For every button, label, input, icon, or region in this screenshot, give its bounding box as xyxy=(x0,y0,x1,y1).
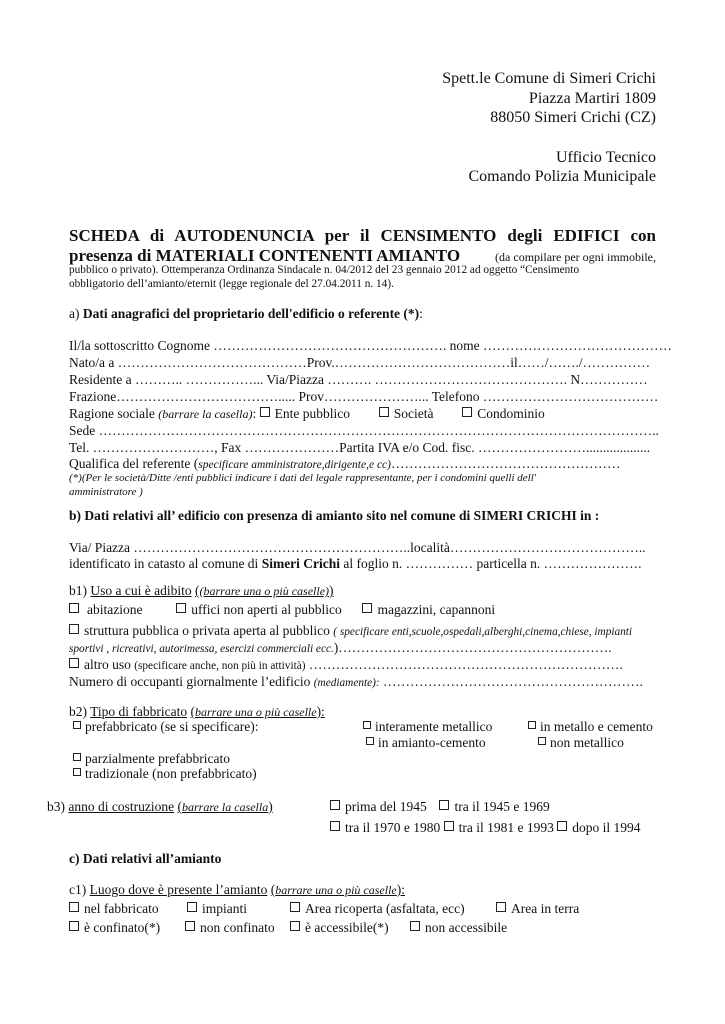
qualifica-note: specificare amministratore,dirigente,e cc) xyxy=(198,459,391,471)
label-area-terra: Area in terra xyxy=(511,901,580,916)
field-nascita[interactable]: Nato/a a ……………………………………Prov.…………………………………il……/……./…………… xyxy=(69,355,651,370)
label-prima-1945: prima del 1945 xyxy=(345,799,427,814)
label-abitazione: abitazione xyxy=(87,602,143,617)
checkbox-1981-1993[interactable] xyxy=(444,821,454,831)
qualifica-label: Qualifica del referente ( xyxy=(69,456,199,471)
section-a-heading xyxy=(69,306,423,322)
form-title-line1: SCHEDA di AUTODENUNCIA per il CENSIMENTO degli EDIFICI con xyxy=(69,226,656,245)
section-a-title: Dati anagrafici del proprietario dell'edificio o referente (*) xyxy=(82,306,420,321)
occupanti-dots: …………………………………………………. xyxy=(383,674,643,689)
field-occupanti[interactable] xyxy=(69,674,643,690)
b2-note: barrare una o più caselle xyxy=(195,705,317,719)
b3-row2 xyxy=(330,820,640,836)
b1-heading: b1) Uso a cui è adibito ((barrare una o più caselle)) xyxy=(69,583,334,598)
checkbox-abitazione[interactable] xyxy=(69,603,79,613)
checkbox-prefabbricato[interactable] xyxy=(73,721,81,729)
b1-options-row3 xyxy=(69,657,623,673)
checkbox-non-accessibile[interactable] xyxy=(410,921,420,931)
field-catasto[interactable] xyxy=(69,556,642,572)
office-polizia: Comando Polizia Municipale xyxy=(468,168,656,185)
label-amianto-cemento: in amianto-cemento xyxy=(378,735,486,750)
c1-prefix: c1) xyxy=(69,882,87,897)
label-impianti: impianti xyxy=(202,901,247,916)
label-altro-uso: altro uso xyxy=(84,657,131,672)
c1-note: barrare una o più caselle xyxy=(275,883,397,897)
checkbox-prima-1945[interactable] xyxy=(330,800,340,810)
label-condominio: Condominio xyxy=(477,406,545,421)
note-legale-2: amministratore ) xyxy=(69,486,143,498)
section-a-prefix: a) xyxy=(69,306,80,321)
b2-heading: b2) Tipo di fabbricato (barrare una o più caselle): xyxy=(69,704,325,719)
b3-label: anno di costruzione xyxy=(68,799,175,814)
recipient-city: 88050 Simeri Crichi (CZ) xyxy=(490,109,656,126)
section-a-colon: : xyxy=(419,306,423,321)
b2-label: Tipo di fabbricato xyxy=(90,704,188,719)
label-ente-pubblico: Ente pubblico xyxy=(274,406,350,421)
checkbox-area-terra[interactable] xyxy=(496,902,506,912)
recipient: Spett.le Comune di Simeri Crichi xyxy=(442,70,656,87)
b3-note: barrare la casella xyxy=(181,800,269,814)
label-interamente-metallico: interamente metallico xyxy=(375,719,493,734)
c1-opt-impianti xyxy=(187,901,247,917)
checkbox-dopo-1994[interactable] xyxy=(557,821,567,831)
checkbox-struttura-pubblica[interactable] xyxy=(69,624,79,634)
c1-opt-confinato xyxy=(69,920,160,936)
ordinance-text: pubblico o privato). Ottemperanza Ordinanza Sindacale n. 04/2012 del 23 gennaio 2012 ad oggetto “Censimento xyxy=(69,264,580,276)
field-tel-fax-piva[interactable]: Tel. ………………………, Fax …………………Partita IVA e/o Cod. fisc. ……………………................... xyxy=(69,440,651,455)
label-metallo-cemento: in metallo e cemento xyxy=(540,719,653,734)
b1-label: Uso a cui è adibito xyxy=(90,583,192,598)
ragione-sociale-note: (barrare la casella) xyxy=(158,407,253,421)
checkbox-accessibile[interactable] xyxy=(290,921,300,931)
catasto-comune: Simeri Crichi xyxy=(261,556,341,571)
section-c-heading: c) Dati relativi all’amianto xyxy=(69,851,222,866)
b3-prefix: b3) xyxy=(47,799,65,814)
checkbox-impianti[interactable] xyxy=(187,902,197,912)
label-confinato: è confinato(*) xyxy=(84,920,161,935)
b2-amianto-cemento xyxy=(366,735,486,751)
b2-non-metallico xyxy=(538,735,624,751)
label-magazzini: magazzini, capannoni xyxy=(377,602,496,617)
qualifica-dots: …………………………………………… xyxy=(390,456,621,471)
checkbox-nel-fabbricato[interactable] xyxy=(69,902,79,912)
label-uffici: uffici non aperti al pubblico xyxy=(191,602,342,617)
checkbox-interamente-metallico[interactable] xyxy=(363,721,371,729)
label-area-ricoperta: Area ricoperta (asfaltata, ecc) xyxy=(305,901,465,916)
checkbox-non-confinato[interactable] xyxy=(185,921,195,931)
b2-prefabbricato xyxy=(73,719,259,735)
label-1970-1980: tra il 1970 e 1980 xyxy=(345,820,441,835)
checkbox-amianto-cemento[interactable] xyxy=(366,737,374,745)
b1-struttura-continuation[interactable] xyxy=(69,640,612,656)
label-dopo-1994: dopo il 1994 xyxy=(572,820,641,835)
catasto-pre: identificato in catasto al comune di xyxy=(69,556,262,571)
c1-label: Luogo dove è presente l’amianto xyxy=(89,882,268,897)
b1-options-row2 xyxy=(69,623,632,639)
label-struttura-pubblica: struttura pubblica o privata aperta al pubblico xyxy=(84,623,330,638)
catasto-post: al foglio n. …………… particella n. …………………. xyxy=(340,556,642,571)
c1-opt-accessibile xyxy=(290,920,389,936)
label-non-confinato: non confinato xyxy=(200,920,275,935)
c1-opt-area-terra xyxy=(496,901,579,917)
b1-note: (barrare una o più caselle) xyxy=(199,584,330,598)
label-non-accessibile: non accessibile xyxy=(425,920,508,935)
field-cognome-nome[interactable]: Il/la sottoscritto Cognome ……………………………………………. nome …………………………………… xyxy=(69,338,672,353)
c1-opt-non-accessibile xyxy=(410,920,507,936)
label-1981-1993: tra il 1981 e 1993 xyxy=(458,820,554,835)
ragione-sociale-row xyxy=(69,406,545,422)
checkbox-metallo-cemento[interactable] xyxy=(528,721,536,729)
occupanti-note: (mediamente): xyxy=(313,677,380,689)
field-sede[interactable]: Sede …………………………………………………………………………………………………………….. xyxy=(69,423,659,438)
label-nel-fabbricato: nel fabbricato xyxy=(84,901,159,916)
label-tradizionale: tradizionale (non prefabbricato) xyxy=(85,766,257,781)
checkbox-confinato[interactable] xyxy=(69,921,79,931)
label-societa: Società xyxy=(393,406,434,421)
checkbox-societa[interactable] xyxy=(379,407,389,417)
form-title-note: (da compilare per ogni immobile, xyxy=(495,250,656,264)
ordinance-text-2: obbligatorio dell’amianto/eternit (legge regionale del 27.04.2011 n. 14). xyxy=(69,278,394,290)
form-title-main: presenza di MATERIALI CONTENENTI AMIANTO xyxy=(69,246,461,265)
checkbox-altro-uso[interactable] xyxy=(69,658,79,668)
label-parzialmente-prefabbricato: parzialmente prefabbricato xyxy=(85,751,231,766)
form-title-line2 xyxy=(69,246,656,266)
checkbox-non-metallico[interactable] xyxy=(538,737,546,745)
struttura-note-2: sportivi , ricreativi, autorimessa, esercizi commerciali ecc. xyxy=(69,643,334,655)
b2-prefix: b2) xyxy=(69,704,87,719)
checkbox-tradizionale[interactable] xyxy=(73,768,81,776)
b1-prefix: b1) xyxy=(69,583,87,598)
altro-uso-dots[interactable]: ……………………………………………………………. xyxy=(308,657,623,672)
occupanti-label: Numero di occupanti giornalmente l’edificio xyxy=(69,674,311,689)
c1-opt-fabbricato xyxy=(69,901,159,917)
checkbox-parzialmente-prefabbricato[interactable] xyxy=(73,753,81,761)
field-frazione[interactable]: Frazione………………………………..... Prov…………………... Telefono ………………………………… xyxy=(69,389,659,404)
c1-opt-area-ricoperta xyxy=(290,901,465,917)
struttura-dots: )……………………………………………………. xyxy=(333,640,612,655)
checkbox-1970-1980[interactable] xyxy=(330,821,340,831)
label-non-metallico: non metallico xyxy=(550,735,624,750)
altro-uso-note: (specificare anche, non più in attività) xyxy=(134,660,306,672)
note-legale: (*)(Per le società/Ditte /enti pubblici indicare i dati del legale rappresentante, per i condomini quelli dell' xyxy=(69,472,537,484)
label-accessibile: è accessibile(*) xyxy=(305,920,389,935)
b2-tradizionale xyxy=(73,766,257,782)
b3-heading: b3) anno di costruzione (barrare la casella) xyxy=(47,799,273,814)
b1-options-row1 xyxy=(69,602,495,618)
field-residenza[interactable]: Residente a ……….. ……………... Via/Piazza ………. ……………………………………. N…………… xyxy=(69,372,648,387)
ragione-sociale-label: Ragione sociale xyxy=(69,406,155,421)
b3-row1 xyxy=(330,799,550,815)
field-qualifica[interactable] xyxy=(69,456,620,472)
c1-heading: c1) Luogo dove è presente l’amianto (barrare una o più caselle): xyxy=(69,882,405,897)
recipient-street: Piazza Martiri 1809 xyxy=(528,90,656,107)
checkbox-ente-pubblico[interactable] xyxy=(260,407,270,417)
struttura-note: ( specificare enti,scuole,ospedali,alberghi,cinema,chiese, impianti xyxy=(333,626,633,638)
office-tecnico: Ufficio Tecnico xyxy=(555,149,656,166)
checkbox-area-ricoperta[interactable] xyxy=(290,902,300,912)
field-via-localita[interactable]: Via/ Piazza ……………………………………………………..località…………………………………….. xyxy=(69,540,646,555)
label-prefabbricato: prefabbricato (se si specificare): xyxy=(85,719,259,734)
b2-metallo-cemento xyxy=(528,719,653,735)
checkbox-uffici[interactable] xyxy=(176,603,186,613)
c1-opt-non-confinato xyxy=(185,920,275,936)
section-b-heading: b) Dati relativi all’ edificio con presenza di amianto sito nel comune di SIMERI CRICHI in : xyxy=(69,508,600,523)
checkbox-condominio[interactable] xyxy=(462,407,472,417)
b2-parzialmente xyxy=(73,751,230,767)
label-1945-1969: tra il 1945 e 1969 xyxy=(454,799,550,814)
ragione-sociale-colon: : xyxy=(252,406,257,421)
checkbox-magazzini[interactable] xyxy=(362,603,372,613)
b2-interamente-metallico xyxy=(363,719,492,735)
checkbox-1945-1969[interactable] xyxy=(439,800,449,810)
